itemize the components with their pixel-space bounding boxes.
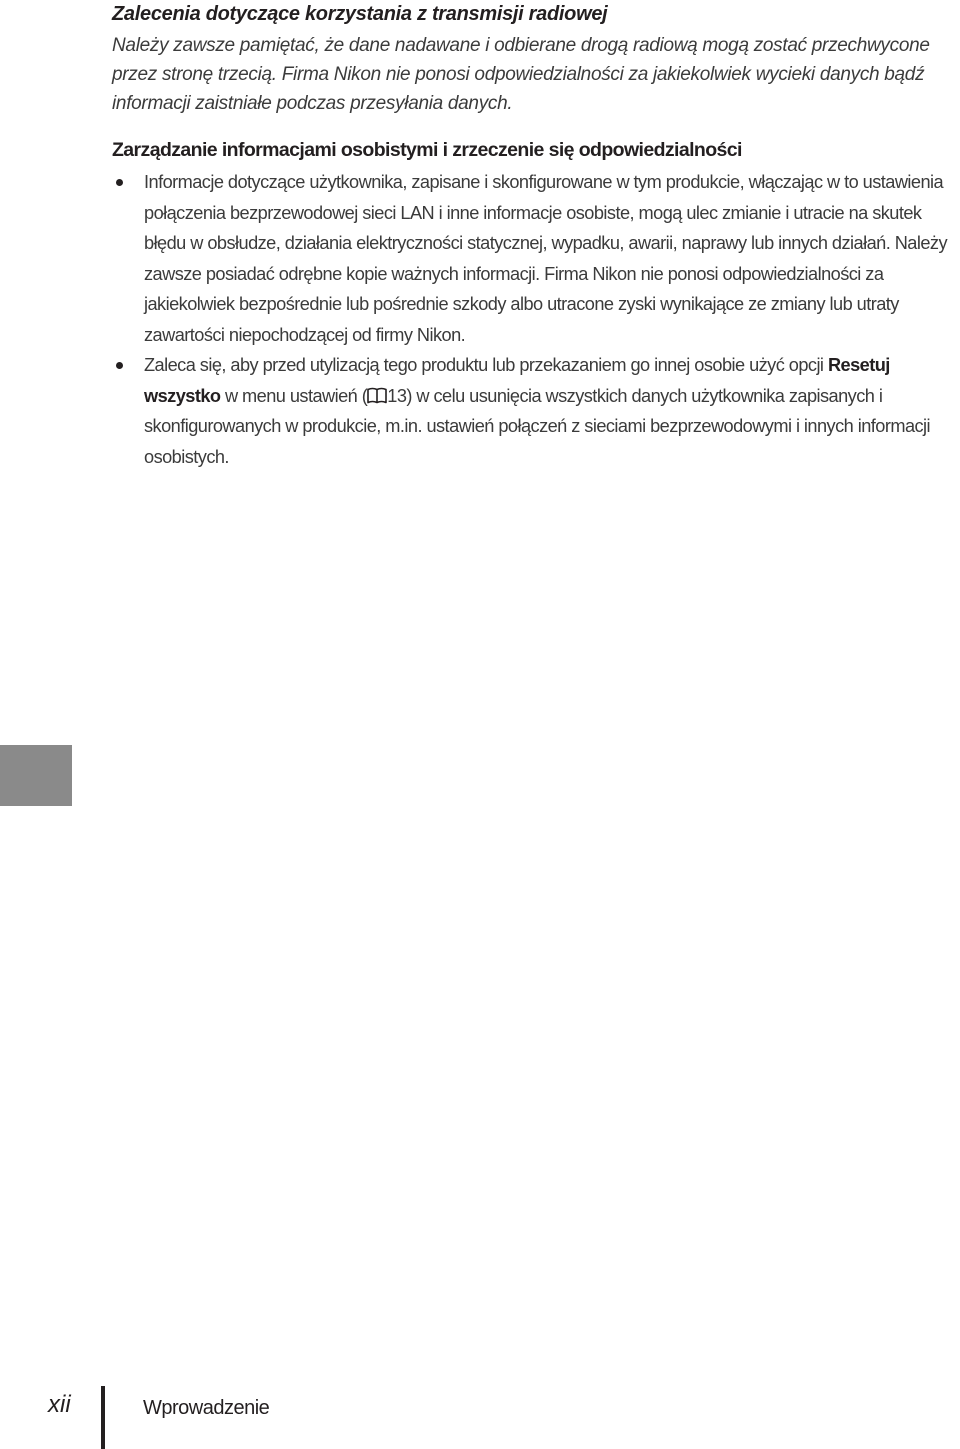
page-number: xii [48, 1391, 71, 1418]
bullet-icon [116, 362, 123, 369]
chapter-side-tab [0, 745, 72, 806]
bullet-text-after: ) w celu usunięcia wszystkich danych użytkownika zapisanych i skonfigurowanych w produkcie, m.in. ustawień połączeń z sieciami bezprzewodowymi i innych informacji osobistych. [144, 385, 931, 467]
privacy-section [112, 136, 957, 472]
reset-all-option-name: Resetuj wszystko [144, 355, 890, 406]
radio-section-heading: Zalecenia dotyczące korzystania z transmisji radiowej [112, 3, 608, 25]
list-item [112, 350, 957, 472]
radio-section-paragraph: Należy zawsze pamiętać, że dane nadawane i odbierane drogą radiową mogą zostać przechwycone przez stronę trzecią. Firma Nikon nie ponosi odpowiedzialności za jakiekolwiek wycieki danych bądź informacji zaistniałe podczas przesyłania danych. [112, 35, 930, 114]
privacy-section-heading: Zarządzanie informacjami osobistymi i zrzeczenie się odpowiedzialności [112, 139, 742, 161]
footer-section-name: Wprowadzenie [143, 1397, 270, 1419]
page-reference: 13 [387, 385, 407, 406]
bullet-text-middle: w menu ustawień ( [220, 385, 368, 406]
privacy-bullet-list [112, 167, 957, 472]
book-icon [367, 383, 387, 400]
footer-divider [101, 1386, 105, 1449]
bullet-icon [116, 179, 123, 186]
bullet-text: Informacje dotyczące użytkownika, zapisane i skonfigurowane w tym produkcie, włączając w to ustawienia połączenia bezprzewodowej sieci LAN i inne informacje osobiste, mogą ulec zmianie i utracie na skutek błędu w obsłudze, działania elektryczności statycznej, wypadku, awarii, naprawy lub innych działań. Należy zawsze posiadać odrębne kopie ważnych informacji. Firma Nikon nie ponosi odpowiedzialności za jakiekolwiek bezpośrednie lub pośrednie szkody albo utracone zyski wynikające ze zmiany lub utraty zawartości niepochodzącej od firmy Nikon. [144, 172, 948, 345]
bullet-text-before: Zaleca się, aby przed utylizacją tego produktu lub przekazaniem go innej osobie użyć opcji [144, 355, 828, 375]
radio-transmission-section [112, 0, 942, 118]
list-item [112, 167, 957, 350]
